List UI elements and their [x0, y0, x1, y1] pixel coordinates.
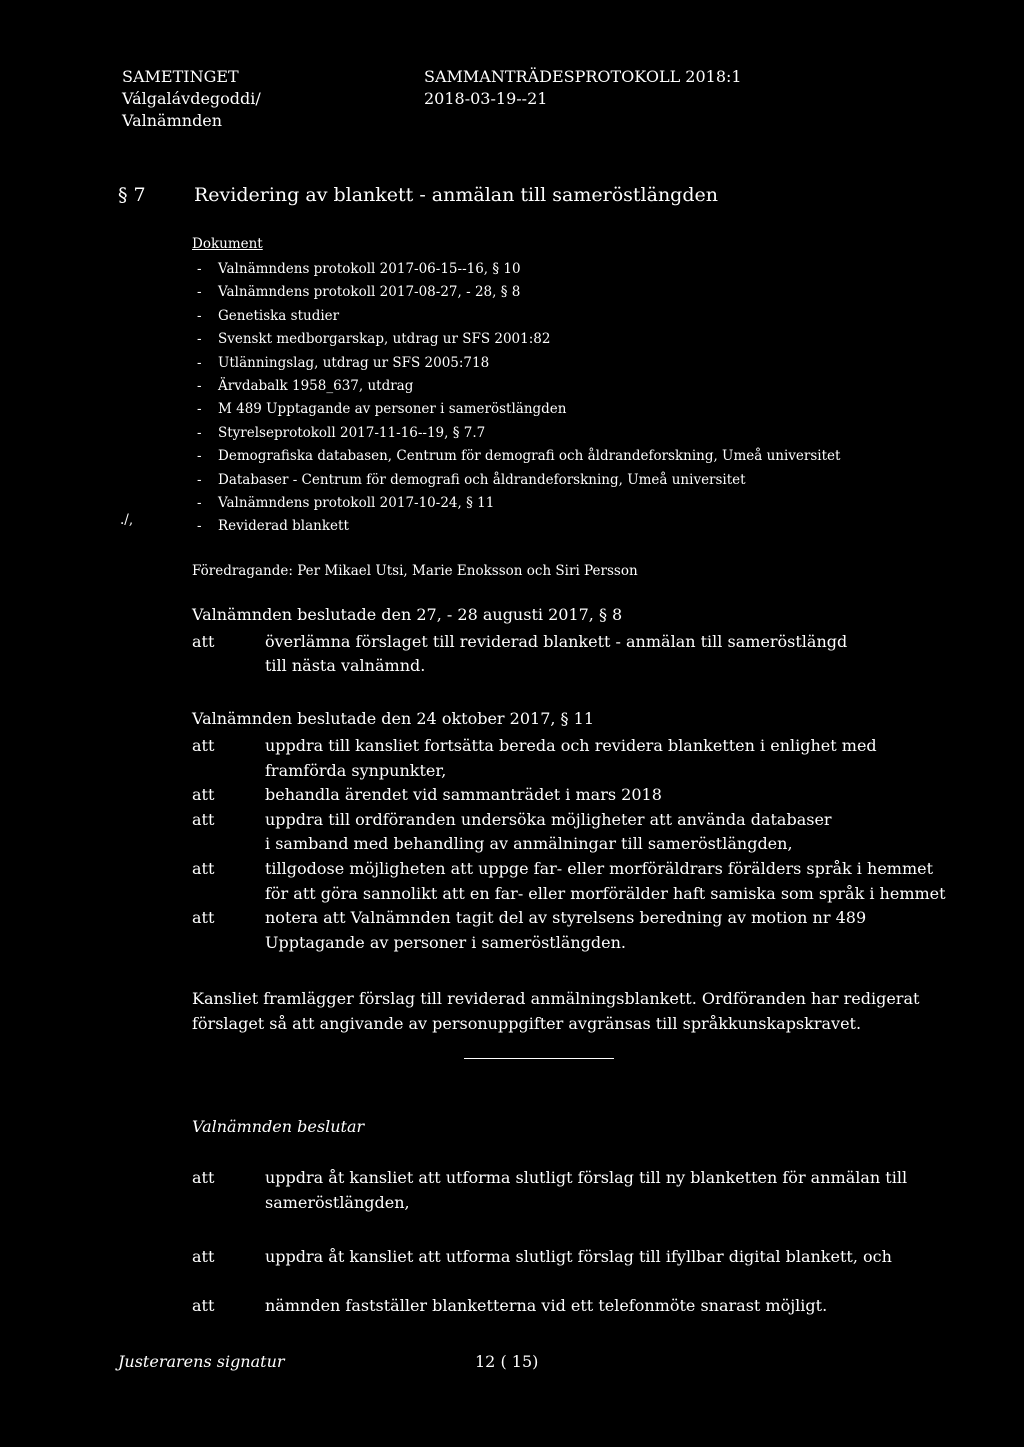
- decision2-item-line: behandla ärendet vid sammanträdet i mars 2018: [265, 785, 662, 805]
- decision1-intro: Valnämnden beslutade den 27, - 28 augusti 2017, § 8: [192, 605, 623, 624]
- list-item-dash: -: [197, 307, 202, 324]
- document-list-item: Valnämndens protokoll 2017-08-27, - 28, § 8: [218, 284, 521, 301]
- header-org-line3: Valnämnden: [122, 111, 223, 130]
- decision1-line2: till nästa valnämnd.: [265, 656, 426, 675]
- document-list-item: Genetiska studier: [218, 307, 340, 324]
- page-number: 12 ( 15): [475, 1352, 539, 1371]
- header-doc: [424, 66, 742, 110]
- document-list-item: Valnämndens protokoll 2017-10-24, § 11: [218, 495, 495, 511]
- document-list-item: Ärvdabalk 1958_637, utdrag: [218, 378, 414, 394]
- document-list-item: M 489 Upptagande av personer i sameröstlängden: [218, 401, 567, 418]
- decision1-att: att: [192, 632, 215, 651]
- decision2-item-line: uppdra till ordföranden undersöka möjligheter att använda databaser: [265, 809, 832, 829]
- document-list-item: Utlänningslag, utdrag ur SFS 2005:718: [218, 354, 490, 371]
- document-list-item: Styrelseprotokoll 2017-11-16--19, § 7.7: [218, 424, 486, 441]
- document-list-item: Databaser - Centrum för demografi och åldrandeforskning, Umeå universitet: [218, 471, 746, 488]
- list-item-dash: -: [197, 378, 202, 394]
- header-org-line2: Válgalávdegoddi/: [122, 89, 261, 108]
- list-item-dash: -: [197, 471, 202, 488]
- list-item-dash: -: [197, 331, 202, 348]
- separator-line: [464, 1058, 614, 1059]
- documents-heading: Dokument: [192, 236, 263, 252]
- decision2-item-line: framförda synpunkter,: [265, 760, 447, 780]
- document-list-item: Valnämndens protokoll 2017-06-15--16, § 10: [218, 261, 521, 277]
- header-org-line1: SAMETINGET: [122, 67, 239, 86]
- decision2-item-line: i samband med behandling av anmälningar till sameröstlängden,: [265, 834, 793, 854]
- list-item-dash: -: [197, 424, 202, 441]
- att-label: att: [192, 736, 215, 755]
- list-item-dash: -: [197, 518, 202, 535]
- att-label: att: [192, 859, 215, 878]
- signature-label: Justerarens signatur: [118, 1352, 285, 1371]
- list-item-dash: -: [197, 284, 202, 301]
- document-list-item: Reviderad blankett: [218, 518, 349, 535]
- att-label: att: [192, 1247, 215, 1266]
- list-item-dash: -: [197, 354, 202, 371]
- list-item-dash: -: [197, 401, 202, 418]
- decision2-item-line: tillgodose möjligheten att uppge far- eller morföräldrars förälders språk i hemmet: [265, 859, 934, 878]
- decision2-item-line: för att göra sannolikt att en far- eller morförälder haft samiska som språk i hemmet: [265, 883, 946, 903]
- att-label: att: [192, 908, 215, 928]
- document-list-item: Svenskt medborgarskap, utdrag ur SFS 2001:82: [218, 331, 551, 348]
- kansliet-line1: Kansliet framlägger förslag till reviderad anmälningsblankett. Ordföranden har redigerat: [192, 989, 920, 1008]
- resolution-item-line: uppdra åt kansliet att utforma slutligt förslag till ifyllbar digital blankett, och: [265, 1247, 892, 1266]
- resolution-item-line: sameröstlängden,: [265, 1193, 410, 1212]
- kansliet-line2: förslaget så att angivande av personuppgifter avgränsas till språkkunskapskravet.: [192, 1014, 862, 1033]
- decision2-item-line: notera att Valnämnden tagit del av styrelsens beredning av motion nr 489: [265, 908, 867, 928]
- attachment-mark: ./,: [120, 512, 134, 528]
- decision2-intro: Valnämnden beslutade den 24 oktober 2017, § 11: [192, 709, 594, 728]
- header-org: [122, 66, 261, 132]
- list-item-dash: -: [197, 261, 202, 277]
- document-list-item: Demografiska databasen, Centrum för demografi och åldrandeforskning, Umeå universitet: [218, 448, 841, 465]
- att-label: att: [192, 1168, 215, 1187]
- header-doc-title: SAMMANTRÄDESPROTOKOLL 2018:1: [424, 67, 742, 86]
- header-doc-date: 2018-03-19--21: [424, 89, 548, 108]
- decision2-item-line: Upptagande av personer i sameröstlängden.: [265, 932, 627, 952]
- resolution-item-line: uppdra åt kansliet att utforma slutligt förslag till ny blanketten för anmälan till: [265, 1168, 908, 1187]
- list-item-dash: -: [197, 495, 202, 511]
- att-label: att: [192, 809, 215, 829]
- list-item-dash: -: [197, 448, 202, 465]
- decision2-item-line: uppdra till kansliet fortsätta bereda och revidera blanketten i enlighet med: [265, 736, 877, 755]
- resolution-item-line: nämnden fastställer blanketterna vid ett telefonmöte snarast möjligt.: [265, 1296, 828, 1315]
- section-title: Revidering av blankett - anmälan till sameröstlängden: [194, 184, 718, 206]
- att-label: att: [192, 785, 215, 805]
- resolution-heading: Valnämnden beslutar: [192, 1117, 365, 1136]
- presenters: Föredragande: Per Mikael Utsi, Marie Enoksson och Siri Persson: [192, 563, 638, 579]
- decision1-line1: överlämna förslaget till reviderad blankett - anmälan till sameröstlängd: [265, 632, 848, 651]
- att-label: att: [192, 1296, 215, 1315]
- section-number: § 7: [118, 184, 146, 206]
